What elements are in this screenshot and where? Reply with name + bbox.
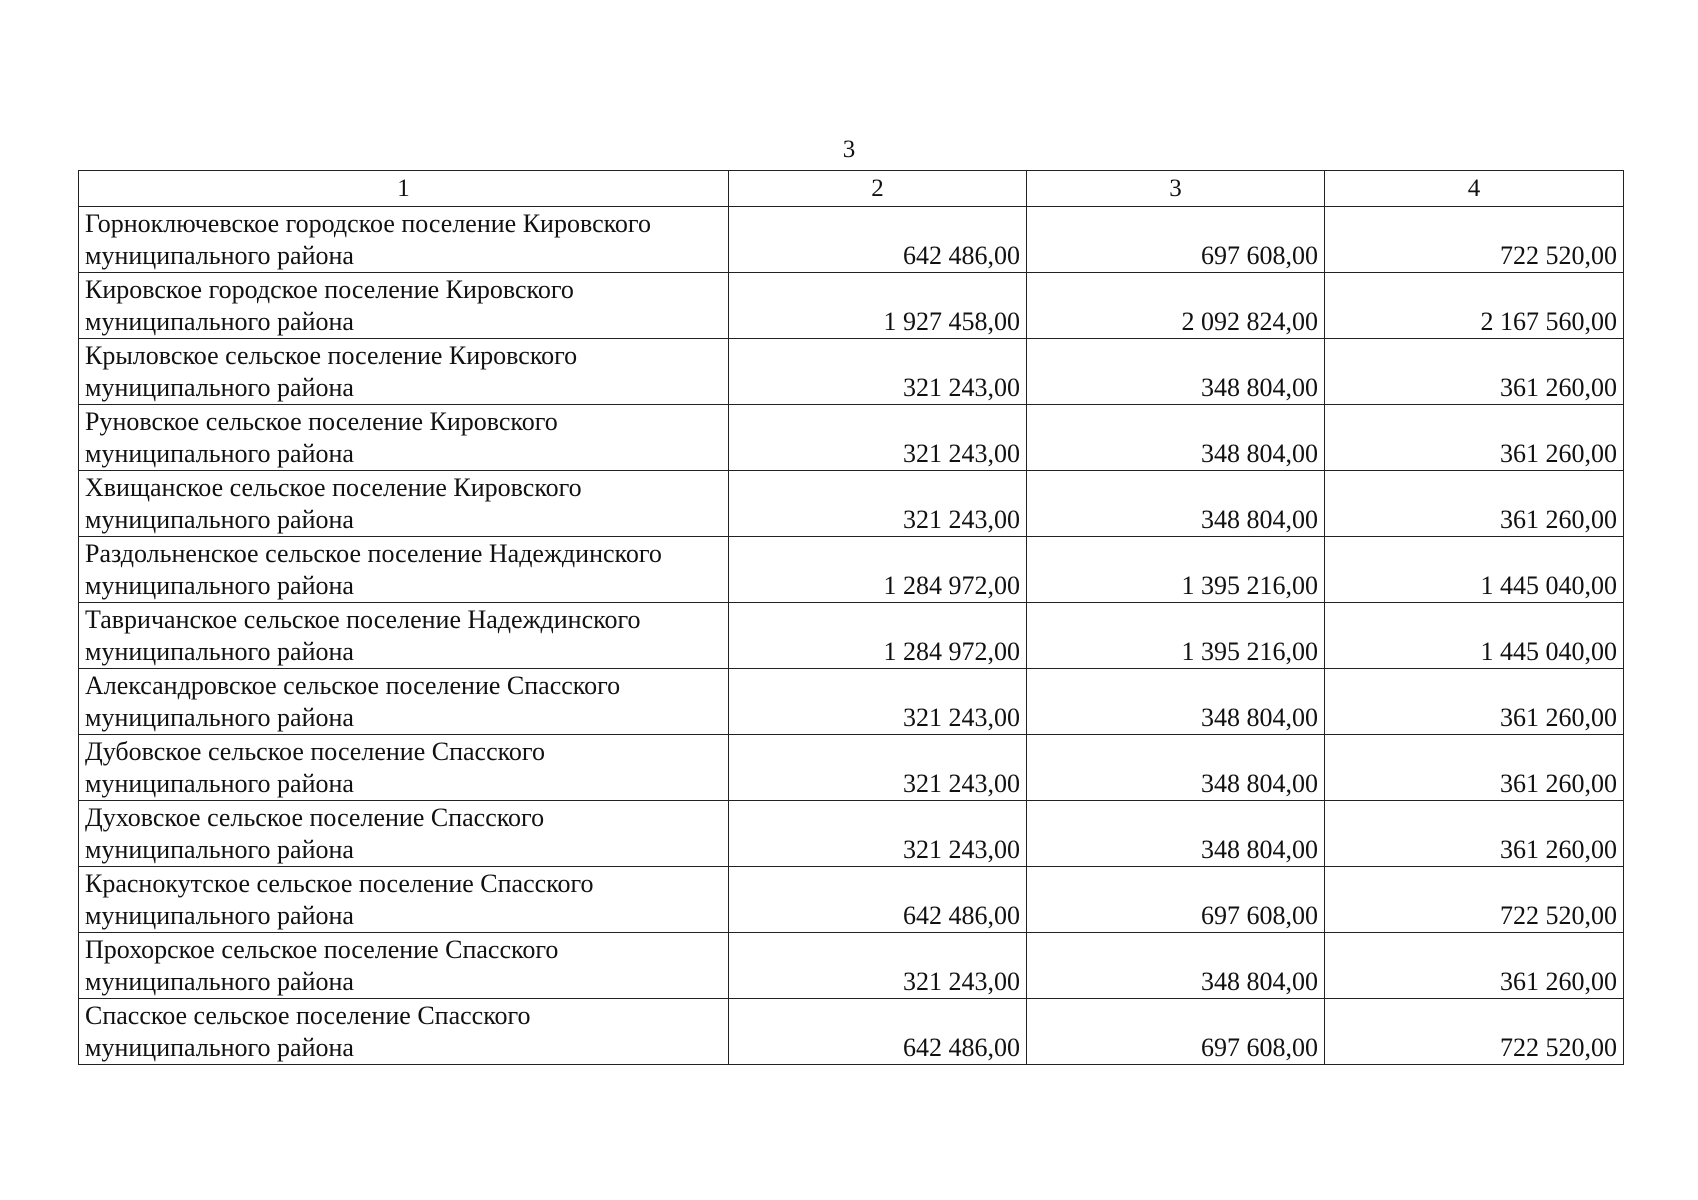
- column-header-1: 1: [79, 171, 729, 207]
- amount-cell-column-2: 321 243,00: [729, 471, 1027, 537]
- amount-cell-column-4: 722 520,00: [1325, 999, 1624, 1065]
- amount-cell-column-3: 348 804,00: [1027, 933, 1325, 999]
- amount-cell-column-4: 2 167 560,00: [1325, 273, 1624, 339]
- table-row: [79, 537, 1624, 603]
- settlement-name-cell: [79, 207, 729, 273]
- settlement-name-line1: Кировское городское поселение Кировского: [85, 275, 574, 304]
- amount-cell-column-2: 321 243,00: [729, 669, 1027, 735]
- settlement-name-cell: [79, 669, 729, 735]
- table-row: [79, 603, 1624, 669]
- settlement-name-cell: [79, 339, 729, 405]
- amount-cell-column-2: 321 243,00: [729, 735, 1027, 801]
- amount-cell-column-2: 642 486,00: [729, 999, 1027, 1065]
- settlement-name-line2: муниципального района: [85, 637, 354, 666]
- settlement-name-line1: Духовское сельское поселение Спасского: [85, 803, 545, 832]
- settlement-name-cell: [79, 735, 729, 801]
- settlement-name-line2: муниципального района: [85, 373, 354, 402]
- settlement-name-cell: [79, 801, 729, 867]
- amount-cell-column-3: 697 608,00: [1027, 207, 1325, 273]
- table-row: [79, 273, 1624, 339]
- amount-cell-column-3: 348 804,00: [1027, 405, 1325, 471]
- settlement-name-line2: муниципального района: [85, 1033, 354, 1062]
- settlement-name-line2: муниципального района: [85, 901, 354, 930]
- amount-cell-column-3: 348 804,00: [1027, 339, 1325, 405]
- settlement-name-line2: муниципального района: [85, 241, 354, 270]
- amount-cell-column-4: 361 260,00: [1325, 339, 1624, 405]
- settlement-name-cell: [79, 273, 729, 339]
- table-header: [79, 171, 1624, 207]
- settlement-name-line2: муниципального района: [85, 505, 354, 534]
- settlement-name-line2: муниципального района: [85, 439, 354, 468]
- amount-cell-column-2: 321 243,00: [729, 801, 1027, 867]
- amount-cell-column-4: 722 520,00: [1325, 207, 1624, 273]
- settlement-name-cell: [79, 603, 729, 669]
- amount-cell-column-4: 361 260,00: [1325, 735, 1624, 801]
- amount-cell-column-4: 1 445 040,00: [1325, 603, 1624, 669]
- settlement-name-line1: Дубовское сельское поселение Спасского: [85, 737, 545, 766]
- settlement-name-line2: муниципального района: [85, 835, 354, 864]
- table-row: [79, 999, 1624, 1065]
- settlement-name-line1: Раздольненское сельское поселение Надеждинского: [85, 539, 662, 568]
- settlements-table: [78, 170, 1624, 1065]
- settlement-name-line1: Прохорское сельское поселение Спасского: [85, 935, 559, 964]
- settlement-name-line2: муниципального района: [85, 769, 354, 798]
- amount-cell-column-3: 697 608,00: [1027, 867, 1325, 933]
- settlement-name-line2: муниципального района: [85, 307, 354, 336]
- amount-cell-column-2: 642 486,00: [729, 867, 1027, 933]
- amount-cell-column-3: 348 804,00: [1027, 801, 1325, 867]
- amount-cell-column-2: 1 284 972,00: [729, 537, 1027, 603]
- settlement-name-line1: Хвищанское сельское поселение Кировского: [85, 473, 582, 502]
- amount-cell-column-4: 361 260,00: [1325, 471, 1624, 537]
- settlement-name-line2: муниципального района: [85, 703, 354, 732]
- amount-cell-column-2: 321 243,00: [729, 339, 1027, 405]
- table-row: [79, 933, 1624, 999]
- table-row: [79, 801, 1624, 867]
- table-row: [79, 405, 1624, 471]
- settlement-name-cell: [79, 867, 729, 933]
- table-row: [79, 207, 1624, 273]
- amount-cell-column-4: 1 445 040,00: [1325, 537, 1624, 603]
- settlement-name-cell: [79, 471, 729, 537]
- settlement-name-line1: Горноключевское городское поселение Кировского: [85, 209, 651, 238]
- amount-cell-column-2: 642 486,00: [729, 207, 1027, 273]
- header-row: [79, 171, 1624, 207]
- settlement-name-line1: Тавричанское сельское поселение Надеждинского: [85, 605, 641, 634]
- settlement-name-line1: Краснокутское сельское поселение Спасского: [85, 869, 594, 898]
- page-number: 3: [842, 136, 856, 163]
- amount-cell-column-4: 361 260,00: [1325, 405, 1624, 471]
- settlement-name-cell: [79, 933, 729, 999]
- amount-cell-column-4: 361 260,00: [1325, 933, 1624, 999]
- settlement-name-line2: муниципального района: [85, 571, 354, 600]
- settlement-name-cell: [79, 405, 729, 471]
- column-header-3: 3: [1027, 171, 1325, 207]
- settlement-name-cell: [79, 999, 729, 1065]
- settlement-name-line1: Крыловское сельское поселение Кировского: [85, 341, 578, 370]
- table-row: [79, 735, 1624, 801]
- amount-cell-column-2: 321 243,00: [729, 405, 1027, 471]
- amount-cell-column-3: 348 804,00: [1027, 735, 1325, 801]
- amount-cell-column-2: 1 927 458,00: [729, 273, 1027, 339]
- column-header-4: 4: [1325, 171, 1624, 207]
- settlement-name-line1: Руновское сельское поселение Кировского: [85, 407, 558, 436]
- settlement-name-line1: Александровское сельское поселение Спасского: [85, 671, 621, 700]
- settlement-name-line1: Спасское сельское поселение Спасского: [85, 1001, 531, 1030]
- amount-cell-column-4: 361 260,00: [1325, 801, 1624, 867]
- amount-cell-column-4: 361 260,00: [1325, 669, 1624, 735]
- column-header-2: 2: [729, 171, 1027, 207]
- amount-cell-column-4: 722 520,00: [1325, 867, 1624, 933]
- table-row: [79, 669, 1624, 735]
- settlement-name-line2: муниципального района: [85, 967, 354, 996]
- settlement-name-cell: [79, 537, 729, 603]
- amount-cell-column-2: 1 284 972,00: [729, 603, 1027, 669]
- table-row: [79, 471, 1624, 537]
- amount-cell-column-3: 348 804,00: [1027, 669, 1325, 735]
- amount-cell-column-3: 697 608,00: [1027, 999, 1325, 1065]
- table-body: [79, 207, 1624, 1065]
- amount-cell-column-3: 2 092 824,00: [1027, 273, 1325, 339]
- amount-cell-column-3: 1 395 216,00: [1027, 537, 1325, 603]
- amount-cell-column-3: 348 804,00: [1027, 471, 1325, 537]
- table-row: [79, 339, 1624, 405]
- amount-cell-column-3: 1 395 216,00: [1027, 603, 1325, 669]
- amount-cell-column-2: 321 243,00: [729, 933, 1027, 999]
- table-row: [79, 867, 1624, 933]
